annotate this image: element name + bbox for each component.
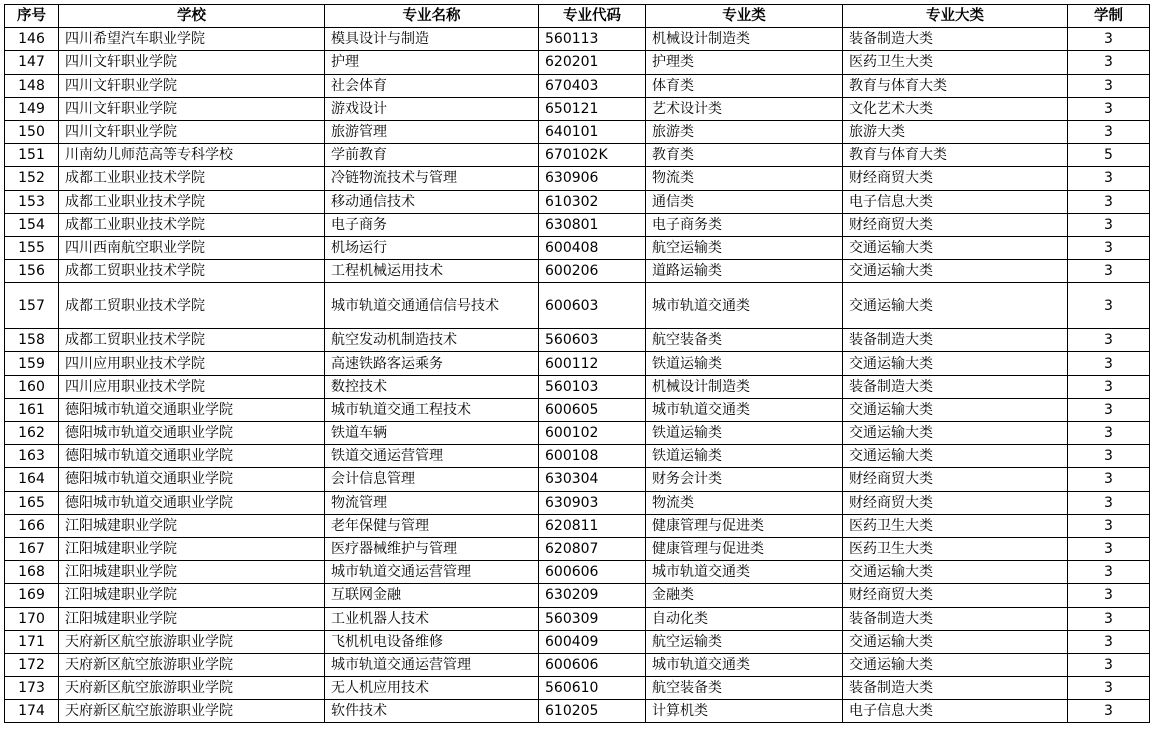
cell-major-group: 装备制造大类	[843, 28, 1068, 51]
cell-major-name: 铁道交通运营管理	[325, 445, 539, 468]
cell-duration: 3	[1068, 74, 1150, 97]
header-major-group: 专业大类	[843, 5, 1068, 28]
cell-school: 成都工贸职业技术学院	[59, 260, 325, 283]
cell-duration: 3	[1068, 352, 1150, 375]
cell-major-name: 城市轨道交通运营管理	[325, 561, 539, 584]
cell-major-code: 600408	[539, 236, 646, 259]
cell-index: 151	[5, 144, 59, 167]
cell-major-code: 650121	[539, 97, 646, 120]
table-row	[5, 422, 1150, 445]
cell-duration: 3	[1068, 398, 1150, 421]
cell-major-category: 金融类	[646, 584, 843, 607]
cell-school: 成都工贸职业技术学院	[59, 329, 325, 352]
cell-major-group: 财经商贸大类	[843, 491, 1068, 514]
cell-major-name: 移动通信技术	[325, 190, 539, 213]
cell-major-category: 物流类	[646, 491, 843, 514]
cell-major-category: 机械设计制造类	[646, 375, 843, 398]
cell-duration: 3	[1068, 700, 1150, 723]
cell-major-code: 560113	[539, 28, 646, 51]
cell-major-name: 飞机机电设备维修	[325, 630, 539, 653]
cell-duration: 3	[1068, 120, 1150, 143]
cell-major-code: 610205	[539, 700, 646, 723]
table-row	[5, 630, 1150, 653]
cell-major-group: 教育与体育大类	[843, 74, 1068, 97]
cell-index: 172	[5, 653, 59, 676]
cell-school: 江阳城建职业学院	[59, 514, 325, 537]
cell-major-category: 城市轨道交通类	[646, 283, 843, 329]
cell-duration: 3	[1068, 630, 1150, 653]
cell-duration: 3	[1068, 260, 1150, 283]
cell-major-name: 航空发动机制造技术	[325, 329, 539, 352]
cell-major-category: 体育类	[646, 74, 843, 97]
cell-major-group: 交通运输大类	[843, 260, 1068, 283]
cell-major-category: 护理类	[646, 51, 843, 74]
cell-school: 四川文轩职业学院	[59, 51, 325, 74]
cell-index: 165	[5, 491, 59, 514]
cell-index: 164	[5, 468, 59, 491]
cell-major-group: 医药卫生大类	[843, 51, 1068, 74]
cell-school: 江阳城建职业学院	[59, 537, 325, 560]
cell-index: 146	[5, 28, 59, 51]
cell-major-code: 600108	[539, 445, 646, 468]
cell-major-group: 交通运输大类	[843, 398, 1068, 421]
cell-index: 157	[5, 283, 59, 329]
cell-major-category: 城市轨道交通类	[646, 398, 843, 421]
cell-index: 152	[5, 167, 59, 190]
cell-index: 162	[5, 422, 59, 445]
cell-major-group: 交通运输大类	[843, 352, 1068, 375]
cell-major-name: 城市轨道交通工程技术	[325, 398, 539, 421]
cell-school: 四川应用职业技术学院	[59, 375, 325, 398]
cell-major-code: 600605	[539, 398, 646, 421]
cell-index: 150	[5, 120, 59, 143]
cell-major-category: 健康管理与促进类	[646, 537, 843, 560]
table-row	[5, 213, 1150, 236]
cell-school: 成都工贸职业技术学院	[59, 283, 325, 329]
cell-major-code: 600206	[539, 260, 646, 283]
cell-school: 德阳城市轨道交通职业学院	[59, 445, 325, 468]
cell-major-name: 冷链物流技术与管理	[325, 167, 539, 190]
cell-major-code: 560603	[539, 329, 646, 352]
table-header	[5, 5, 1150, 28]
cell-major-group: 交通运输大类	[843, 653, 1068, 676]
cell-index: 159	[5, 352, 59, 375]
cell-major-group: 医药卫生大类	[843, 514, 1068, 537]
cell-major-code: 610302	[539, 190, 646, 213]
majors-table	[4, 4, 1150, 723]
cell-school: 四川文轩职业学院	[59, 74, 325, 97]
cell-major-code: 620807	[539, 537, 646, 560]
cell-duration: 3	[1068, 236, 1150, 259]
cell-index: 149	[5, 97, 59, 120]
cell-school: 江阳城建职业学院	[59, 607, 325, 630]
cell-index: 161	[5, 398, 59, 421]
cell-major-category: 城市轨道交通类	[646, 653, 843, 676]
cell-major-category: 自动化类	[646, 607, 843, 630]
cell-school: 天府新区航空旅游职业学院	[59, 630, 325, 653]
cell-school: 四川文轩职业学院	[59, 97, 325, 120]
cell-major-category: 旅游类	[646, 120, 843, 143]
cell-major-code: 630906	[539, 167, 646, 190]
cell-major-name: 工程机械运用技术	[325, 260, 539, 283]
cell-major-name: 城市轨道交通通信信号技术	[325, 283, 539, 329]
cell-major-category: 航空运输类	[646, 630, 843, 653]
table-row	[5, 51, 1150, 74]
table-row	[5, 260, 1150, 283]
table-row	[5, 375, 1150, 398]
table-row	[5, 561, 1150, 584]
cell-major-name: 护理	[325, 51, 539, 74]
table-row	[5, 607, 1150, 630]
cell-major-name: 工业机器人技术	[325, 607, 539, 630]
cell-major-category: 计算机类	[646, 700, 843, 723]
cell-major-name: 电子商务	[325, 213, 539, 236]
cell-index: 167	[5, 537, 59, 560]
cell-major-group: 装备制造大类	[843, 375, 1068, 398]
cell-major-code: 560309	[539, 607, 646, 630]
header-school: 学校	[59, 5, 325, 28]
cell-school: 德阳城市轨道交通职业学院	[59, 491, 325, 514]
table-row	[5, 97, 1150, 120]
cell-major-code: 630801	[539, 213, 646, 236]
cell-major-category: 城市轨道交通类	[646, 561, 843, 584]
header-major-name: 专业名称	[325, 5, 539, 28]
cell-major-group: 财经商贸大类	[843, 468, 1068, 491]
cell-duration: 3	[1068, 28, 1150, 51]
cell-school: 四川应用职业技术学院	[59, 352, 325, 375]
cell-index: 147	[5, 51, 59, 74]
cell-school: 成都工业职业技术学院	[59, 213, 325, 236]
cell-major-group: 电子信息大类	[843, 700, 1068, 723]
table-row	[5, 445, 1150, 468]
cell-index: 168	[5, 561, 59, 584]
cell-school: 江阳城建职业学院	[59, 561, 325, 584]
table-row	[5, 28, 1150, 51]
table-row	[5, 677, 1150, 700]
cell-major-code: 600112	[539, 352, 646, 375]
cell-major-category: 物流类	[646, 167, 843, 190]
cell-index: 148	[5, 74, 59, 97]
cell-major-code: 560610	[539, 677, 646, 700]
cell-school: 四川西南航空职业学院	[59, 236, 325, 259]
cell-major-name: 模具设计与制造	[325, 28, 539, 51]
cell-major-category: 财务会计类	[646, 468, 843, 491]
cell-major-name: 高速铁路客运乘务	[325, 352, 539, 375]
cell-major-name: 物流管理	[325, 491, 539, 514]
cell-major-group: 装备制造大类	[843, 329, 1068, 352]
cell-index: 166	[5, 514, 59, 537]
cell-major-name: 铁道车辆	[325, 422, 539, 445]
cell-major-group: 教育与体育大类	[843, 144, 1068, 167]
cell-duration: 3	[1068, 561, 1150, 584]
cell-duration: 3	[1068, 97, 1150, 120]
cell-major-name: 会计信息管理	[325, 468, 539, 491]
cell-index: 171	[5, 630, 59, 653]
cell-index: 170	[5, 607, 59, 630]
cell-major-name: 游戏设计	[325, 97, 539, 120]
cell-school: 天府新区航空旅游职业学院	[59, 700, 325, 723]
cell-major-name: 老年保健与管理	[325, 514, 539, 537]
cell-major-group: 交通运输大类	[843, 236, 1068, 259]
cell-major-category: 机械设计制造类	[646, 28, 843, 51]
table-row	[5, 700, 1150, 723]
cell-school: 天府新区航空旅游职业学院	[59, 677, 325, 700]
cell-index: 169	[5, 584, 59, 607]
cell-major-code: 670403	[539, 74, 646, 97]
table-row	[5, 514, 1150, 537]
cell-major-category: 航空运输类	[646, 236, 843, 259]
cell-major-code: 560103	[539, 375, 646, 398]
header-row	[5, 5, 1150, 28]
table-row	[5, 537, 1150, 560]
table-row	[5, 491, 1150, 514]
cell-index: 173	[5, 677, 59, 700]
cell-major-category: 铁道运输类	[646, 422, 843, 445]
header-major-category: 专业类	[646, 5, 843, 28]
cell-duration: 3	[1068, 607, 1150, 630]
cell-duration: 3	[1068, 51, 1150, 74]
cell-major-group: 电子信息大类	[843, 190, 1068, 213]
table-row	[5, 167, 1150, 190]
cell-major-category: 教育类	[646, 144, 843, 167]
table-row	[5, 236, 1150, 259]
table-wrapper	[4, 4, 1149, 723]
cell-index: 158	[5, 329, 59, 352]
cell-major-name: 旅游管理	[325, 120, 539, 143]
table-row	[5, 74, 1150, 97]
header-duration: 学制	[1068, 5, 1150, 28]
table-row	[5, 329, 1150, 352]
cell-major-code: 600606	[539, 561, 646, 584]
cell-school: 四川希望汽车职业学院	[59, 28, 325, 51]
cell-major-code: 630903	[539, 491, 646, 514]
cell-major-category: 铁道运输类	[646, 352, 843, 375]
table-row	[5, 283, 1150, 329]
cell-duration: 3	[1068, 514, 1150, 537]
cell-school: 德阳城市轨道交通职业学院	[59, 422, 325, 445]
cell-major-category: 通信类	[646, 190, 843, 213]
table-row	[5, 584, 1150, 607]
table-row	[5, 190, 1150, 213]
cell-duration: 3	[1068, 167, 1150, 190]
table-row	[5, 398, 1150, 421]
cell-major-name: 社会体育	[325, 74, 539, 97]
cell-major-group: 装备制造大类	[843, 607, 1068, 630]
cell-major-category: 艺术设计类	[646, 97, 843, 120]
cell-duration: 3	[1068, 283, 1150, 329]
cell-school: 天府新区航空旅游职业学院	[59, 653, 325, 676]
cell-major-group: 医药卫生大类	[843, 537, 1068, 560]
table-row	[5, 653, 1150, 676]
cell-duration: 3	[1068, 653, 1150, 676]
cell-major-group: 交通运输大类	[843, 445, 1068, 468]
cell-duration: 3	[1068, 468, 1150, 491]
cell-major-category: 健康管理与促进类	[646, 514, 843, 537]
cell-major-name: 互联网金融	[325, 584, 539, 607]
cell-major-group: 装备制造大类	[843, 677, 1068, 700]
cell-duration: 3	[1068, 329, 1150, 352]
cell-major-code: 630209	[539, 584, 646, 607]
cell-major-name: 医疗器械维护与管理	[325, 537, 539, 560]
cell-school: 德阳城市轨道交通职业学院	[59, 398, 325, 421]
cell-index: 154	[5, 213, 59, 236]
table-row	[5, 468, 1150, 491]
header-major-code: 专业代码	[539, 5, 646, 28]
cell-school: 成都工业职业技术学院	[59, 167, 325, 190]
cell-school: 川南幼儿师范高等专科学校	[59, 144, 325, 167]
cell-duration: 3	[1068, 537, 1150, 560]
cell-duration: 3	[1068, 491, 1150, 514]
cell-major-group: 交通运输大类	[843, 422, 1068, 445]
cell-duration: 3	[1068, 422, 1150, 445]
cell-index: 156	[5, 260, 59, 283]
cell-major-code: 670102K	[539, 144, 646, 167]
cell-major-name: 机场运行	[325, 236, 539, 259]
cell-duration: 3	[1068, 375, 1150, 398]
cell-major-code: 600606	[539, 653, 646, 676]
cell-major-code: 600409	[539, 630, 646, 653]
table-row	[5, 144, 1150, 167]
table-body	[5, 28, 1150, 723]
cell-major-name: 无人机应用技术	[325, 677, 539, 700]
cell-major-group: 文化艺术大类	[843, 97, 1068, 120]
cell-school: 江阳城建职业学院	[59, 584, 325, 607]
cell-major-group: 财经商贸大类	[843, 584, 1068, 607]
cell-duration: 3	[1068, 445, 1150, 468]
cell-major-category: 航空装备类	[646, 329, 843, 352]
cell-major-code: 620201	[539, 51, 646, 74]
cell-major-code: 640101	[539, 120, 646, 143]
cell-major-code: 600102	[539, 422, 646, 445]
cell-index: 160	[5, 375, 59, 398]
cell-major-group: 交通运输大类	[843, 630, 1068, 653]
cell-major-group: 交通运输大类	[843, 283, 1068, 329]
cell-major-name: 学前教育	[325, 144, 539, 167]
cell-index: 174	[5, 700, 59, 723]
cell-major-category: 道路运输类	[646, 260, 843, 283]
cell-index: 153	[5, 190, 59, 213]
cell-major-group: 财经商贸大类	[843, 167, 1068, 190]
cell-duration: 3	[1068, 584, 1150, 607]
cell-major-group: 旅游大类	[843, 120, 1068, 143]
cell-duration: 3	[1068, 677, 1150, 700]
cell-duration: 5	[1068, 144, 1150, 167]
cell-major-category: 电子商务类	[646, 213, 843, 236]
cell-major-name: 软件技术	[325, 700, 539, 723]
table-row	[5, 120, 1150, 143]
cell-major-category: 航空装备类	[646, 677, 843, 700]
cell-index: 163	[5, 445, 59, 468]
cell-major-code: 600603	[539, 283, 646, 329]
table-row	[5, 352, 1150, 375]
cell-major-category: 铁道运输类	[646, 445, 843, 468]
header-index: 序号	[5, 5, 59, 28]
cell-major-code: 620811	[539, 514, 646, 537]
cell-school: 德阳城市轨道交通职业学院	[59, 468, 325, 491]
cell-duration: 3	[1068, 213, 1150, 236]
cell-major-name: 城市轨道交通运营管理	[325, 653, 539, 676]
cell-major-code: 630304	[539, 468, 646, 491]
cell-duration: 3	[1068, 190, 1150, 213]
cell-major-name: 数控技术	[325, 375, 539, 398]
cell-major-group: 财经商贸大类	[843, 213, 1068, 236]
cell-index: 155	[5, 236, 59, 259]
cell-school: 成都工业职业技术学院	[59, 190, 325, 213]
cell-school: 四川文轩职业学院	[59, 120, 325, 143]
cell-major-group: 交通运输大类	[843, 561, 1068, 584]
